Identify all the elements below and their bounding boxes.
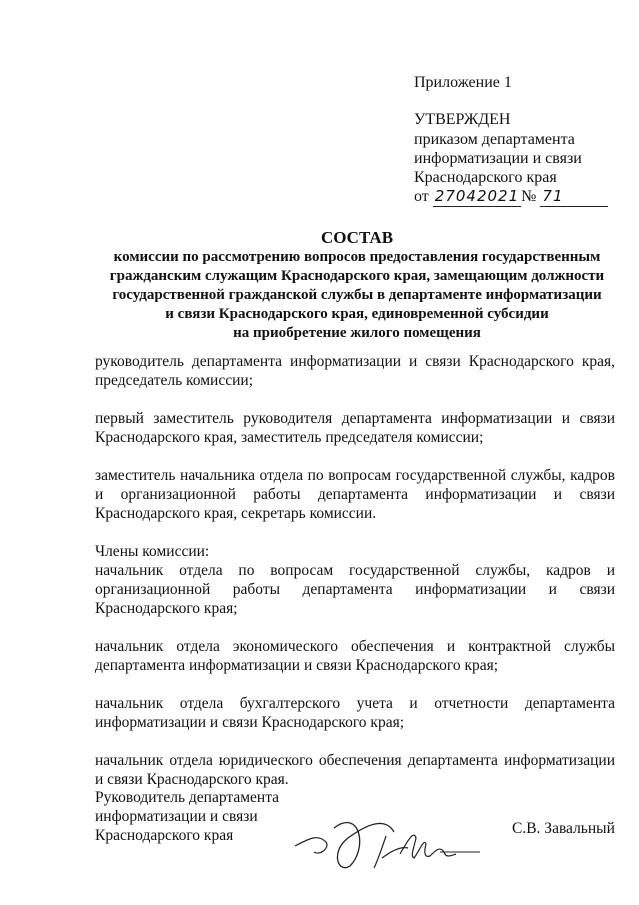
commission-members-heading: Члены комиссии: [95, 543, 210, 560]
document-title: СОСТАВ [320, 228, 394, 247]
member-chairman: руководитель департамента информатизации и связи Краснодарского края, председатель комиссии; [95, 353, 615, 389]
appendix-label: Приложение 1 [414, 74, 512, 91]
approval-number-value: 71 [540, 187, 608, 207]
subtitle-line: государственной гражданской службы в департаменте информатизации [112, 287, 602, 303]
position-line: Краснодарского края [95, 827, 234, 844]
approved-heading: УТВЕРЖДЕН [414, 111, 511, 128]
approved-line-3: Краснодарского края [414, 169, 557, 186]
position-line: Руководитель департамента [95, 789, 280, 806]
signatory-name: С.В. Завальный [512, 820, 615, 837]
approval-date-value: 27042021 [434, 187, 520, 205]
subtitle-line: комиссии по рассмотрению вопросов предоставления государственным [113, 249, 601, 265]
commission-composition [95, 352, 615, 789]
subtitle-line: и связи Краснодарского края, единовременной субсидии [165, 306, 549, 322]
subtitle-line: гражданским служащим Краснодарского края, замещающим должности [109, 268, 605, 284]
approval-date-line [414, 187, 608, 207]
position-line: информатизации и связи [95, 808, 258, 825]
approval-block [414, 110, 608, 207]
commission-member: начальник отдела бухгалтерского учета и отчетности департамента информатизации и связи Краснодарского края; [95, 695, 615, 731]
commission-member: начальник отдела юридического обеспечения департамента информатизации и связи Краснодарского края. [95, 752, 615, 788]
number-prefix: № [521, 188, 537, 205]
document-subtitle [92, 248, 622, 343]
date-prefix: от [414, 188, 429, 205]
member-deputy-chairman: первый заместитель руководителя департамента информатизации и связи Краснодарского края, заместитель председателя комиссии; [95, 410, 615, 446]
handwritten-signature [290, 808, 490, 878]
commission-member: начальник отдела по вопросам государственной службы, кадров и организационной работы департамента информатизации и связи Краснодарского края; [95, 562, 615, 617]
signatory-position [95, 788, 279, 845]
member-secretary: заместитель начальника отдела по вопросам государственной службы, кадров и организационной работы департамента информатизации и связи Краснодарского края, секретарь комиссии. [95, 467, 615, 522]
approved-line-1: приказом департамента [414, 131, 575, 148]
approved-line-2: информатизации и связи [414, 150, 582, 167]
commission-member: начальник отдела экономического обеспечения и контрактной службы департамента информатизации и связи Краснодарского края; [95, 638, 615, 674]
subtitle-line: на приобретение жилого помещения [233, 325, 481, 341]
